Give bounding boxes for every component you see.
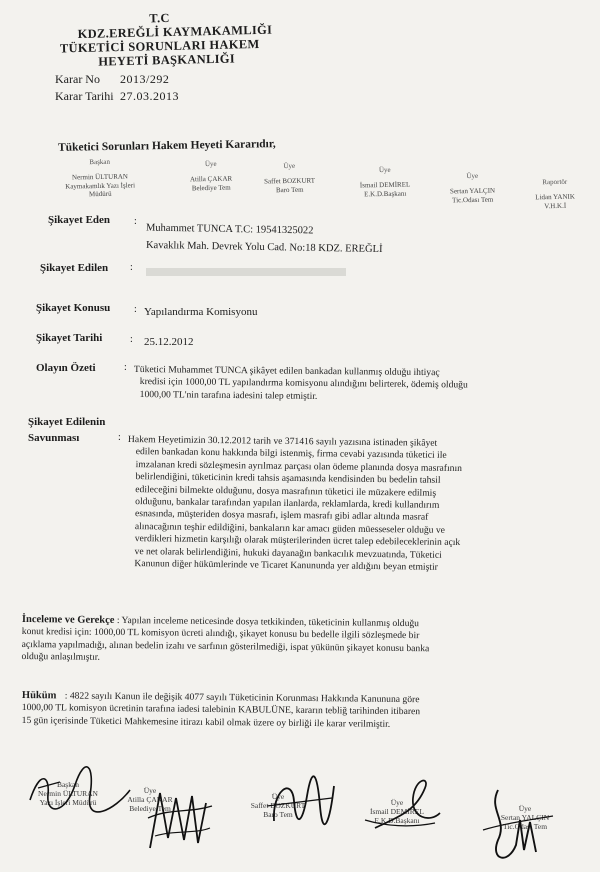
signature-scribble [20,760,140,820]
hukum-line: 1000,00 TL komisyon ücretinin tarafına iadesi talebinin KABULÜNE, kararın tebliğ tarihinden itibaren [21,702,421,718]
header-kaymakamlik: KDZ.EREĞLİ KAYMAKAMLIĞI [77,22,273,42]
karar-tarihi-value: 27.03.2013 [120,89,179,103]
olayin-ozeti-label: Olayın Özeti [36,362,96,374]
inceleme-line: açıklama yapılmadığı, alınan bedelin izahı ve sarfının gösterilmediği, ispat yükünün şikayet konusu banka [21,638,430,655]
header-baskanlik: HEYETİ BAŞKANLIĞI [98,51,236,69]
savunma-label-line1: Şikayet Edilenin [28,416,106,428]
sikayet-konusu-value: Yapılandırma Komisyonu [144,306,258,318]
signature-scribble [468,780,558,870]
sikayet-konusu-colon: : [134,304,137,315]
signature-block: Üye Atilla ÇAKAR Belediye Tem [127,786,173,813]
panel-member: Üye Saffet BOZKURT Baro Tem [263,161,316,194]
hukum-label: Hüküm [21,690,57,702]
karar-no-label: Karar No [55,72,100,86]
sikayet-edilen-colon: : [130,262,133,273]
sikayet-eden-label: Şikayet Eden [48,214,111,226]
decision-title: Tüketici Sorunları Hakem Heyeti Kararıdır, [57,138,276,154]
signature-scribble [262,766,342,836]
signature-scribble [355,768,445,838]
sikayet-konusu-label: Şikayet Konusu [36,302,111,314]
inceleme-first-line: Yapılan inceleme neticesinde dosya tetkikinden, tüketicinin kullanmış olduğu [121,615,420,630]
sikayet-tarihi-label: Şikayet Tarihi [36,332,103,344]
inceleme-line: konut kredisi için: 1000,00 TL komisyon ücreti alındığı, şikayet konusu bu bedelle ilgili sözleşmede bir [21,626,420,642]
olayin-ozeti-colon: : [124,362,127,373]
savunma-text: Hakem Heyetimizin 30.12.2012 tarih ve 371416 sayılı yazısına istinaden şikâyet edilen bankadan konu hakkında bilgi istenmiş, firma cevabi yazısında tüketici ile imzalanan kredi sözleşmesin ayrılmaz parçası olan ödeme planında dosya masrafının belirlendiğini, tüketicinin kredi tahsis aşamasında kendisinden bu bedelin tahsil edileceğini bilmekte olduğunu, dosya masrafının tüketici ile müzakere edilmiş olduğunu, bankalar tarafından yapılan ilanlarda, reklamlarda, kredi kullandırım esnasında, müşteriden dosya masrafı, işlem masrafı gibi adlar altında masraf alınacağının teşhir edildiğini, bankaların kar amacı güden müesseseler olduğu ve verdikleri hizmetin karşılığı olarak müşterilerinden ücret talep edebileceklerinin açık ve net olarak belirlendiğini, hukuki dayanağın bankacılık mevzuatında, Tüketici Kanunun diğer hükümlerinde ve Ticaret Kanununda yer aldığını beyan etmiştir [127,434,463,573]
sikayet-eden-colon: : [134,216,137,227]
karar-no [55,72,169,87]
panel-member: Üye İsmail DEMİREL E.K.D.Başkanı [359,165,411,198]
inceleme-label: İnceleme ve Gerekçe [21,614,115,626]
inceleme-colon: : [116,614,120,627]
hukum-colon: : [64,690,68,702]
olayin-ozeti-text: Tüketici Muhammet TUNCA şikâyet edilen bankadan kullanmış olduğu ihtiyaç kredisi için 1000,00 TL yapılandırma komisyonu alındığını belirterek, ödemiş olduğu 1000,00 TL'nin tarafına iadesini talep etmiştir. [133,364,468,402]
document-header [0,1,599,69]
karar-tarihi [55,89,179,104]
sikayet-edilen-label: Şikayet Edilen [40,262,109,274]
hukum-section [22,690,582,733]
panel-member: Başkan Nermin ÜLTURAN Kaymakamlık Yazı İşleri Müdürü [65,157,136,199]
sikayet-tarihi-colon: : [130,334,133,345]
signature-block: Üye Sertan YALÇIN Tic.Odası Tem [500,804,550,831]
header-hakem: TÜKETİCİ SORUNLARI HAKEM [59,36,260,56]
sikayet-eden-name: Muhammet TUNCA T.C: 19541325022 [145,222,314,237]
panel-member: Üye Atilla ÇAKAR Belediye Tem [189,159,233,192]
hukum-first-line: 4822 sayılı Kanun ile değişik 4077 sayılı Tüketicinin Korunması Hakkında Kanununa göre [69,690,420,706]
header-tc: T.C [149,10,170,26]
signature-scribble [140,778,220,858]
inceleme-line: olduğu anlaşılmıştır. [21,651,100,664]
signature-block: Üye Saffet BOZKURT Baro Tem [250,792,306,819]
hukum-line: 15 gün içerisinde Tüketici Mahkemesine itirazı kabil olmak üzere oy birliği ile karar verilmiştir. [21,714,391,730]
sikayet-eden-address: Kavaklık Mah. Devrek Yolu Cad. No:18 KDZ. EREĞLİ [145,239,383,256]
savunma-label-line2: Savunması [28,432,80,444]
karar-no-value: 2013/292 [120,72,170,86]
panel-member: Üye Sertan YALÇIN Tic.Odası Tem [449,171,496,204]
signature-block: Üye İsmail DEMİREL E.K.D.Başkanı [370,798,424,825]
savunma-colon: : [118,432,121,443]
karar-tarihi-label: Karar Tarihi [55,89,114,103]
sikayet-tarihi-value: 25.12.2012 [144,336,194,348]
panel-member: Raportör Lidan YANIK V.H.K.İ [535,177,575,210]
signature-block: Başkan Nermin ÜLTURAN Yazı İşleri Müdürü [38,780,98,807]
inceleme-section [21,614,581,669]
redacted-bank-name [146,268,346,276]
